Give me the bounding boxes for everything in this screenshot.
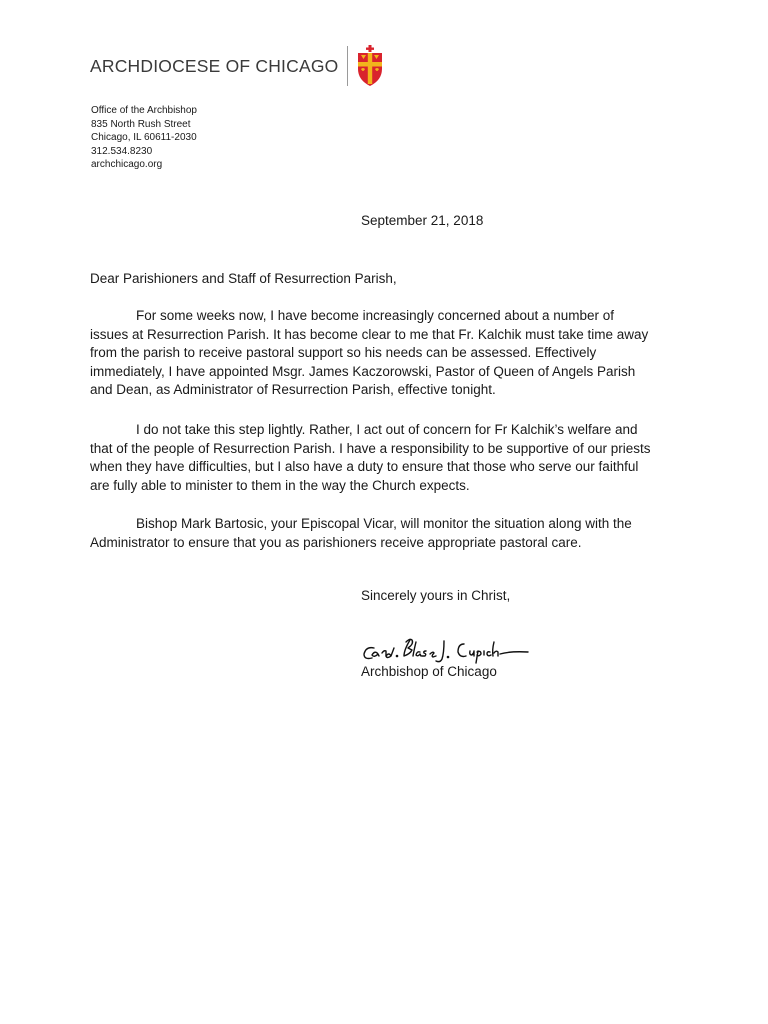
paragraph-3 — [90, 515, 682, 552]
address-phone: 312.534.8230 — [91, 145, 153, 157]
paragraph-line: I do not take this step lightly. Rather, I act out of concern for Fr Kalchik’s welfare and — [136, 422, 638, 437]
paragraph-line: and Dean, as Administrator of Resurrection Parish, effective tonight. — [90, 382, 496, 397]
paragraph-1 — [90, 307, 682, 400]
paragraph-line: For some weeks now, I have become increasingly concerned about a number of — [136, 308, 615, 323]
letter-date: September 21, 2018 — [361, 213, 484, 228]
address-office: Office of the Archbishop — [91, 105, 197, 116]
paragraph-line: Bishop Mark Bartosic, your Episcopal Vicar, will monitor the situation along with the — [136, 516, 632, 531]
handwritten-signature — [360, 636, 540, 666]
salutation: Dear Parishioners and Staff of Resurrection Parish, — [90, 271, 397, 286]
sender-address — [91, 104, 197, 172]
archdiocese-crest-icon — [355, 45, 385, 87]
address-street: 835 North Rush Street — [91, 118, 191, 130]
paragraph-line: Administrator to ensure that you as parishioners receive appropriate pastoral care. — [90, 534, 582, 550]
address-website: archchicago.org — [91, 159, 163, 170]
paragraph-line: immediately, I have appointed Msgr. James Kaczorowski, Pastor of Queen of Angels Parish — [90, 363, 636, 379]
paragraph-line: from the parish to receive pastoral support so his needs can be assessed. Effectively — [90, 345, 597, 360]
closing: Sincerely yours in Christ, — [361, 588, 511, 603]
address-city: Chicago, IL 60611-2030 — [91, 132, 197, 143]
signer-title: Archbishop of Chicago — [361, 664, 497, 679]
letterhead — [90, 44, 385, 88]
paragraph-line: that of the people of Resurrection Parish. I have a responsibility to be supportive of our priests — [90, 440, 651, 456]
paragraph-2 — [90, 421, 682, 495]
paragraph-line: are fully able to minister to them in the way the Church expects. — [90, 477, 470, 493]
letterhead-divider — [347, 46, 348, 86]
org-name: ARCHDIOCESE OF CHICAGO — [90, 55, 339, 76]
paragraph-line: issues at Resurrection Parish. It has become clear to me that Fr. Kalchik must take time away — [90, 326, 649, 342]
paragraph-line: when they have difficulties, but I also have a duty to ensure that those who serve our faithful — [90, 459, 639, 474]
